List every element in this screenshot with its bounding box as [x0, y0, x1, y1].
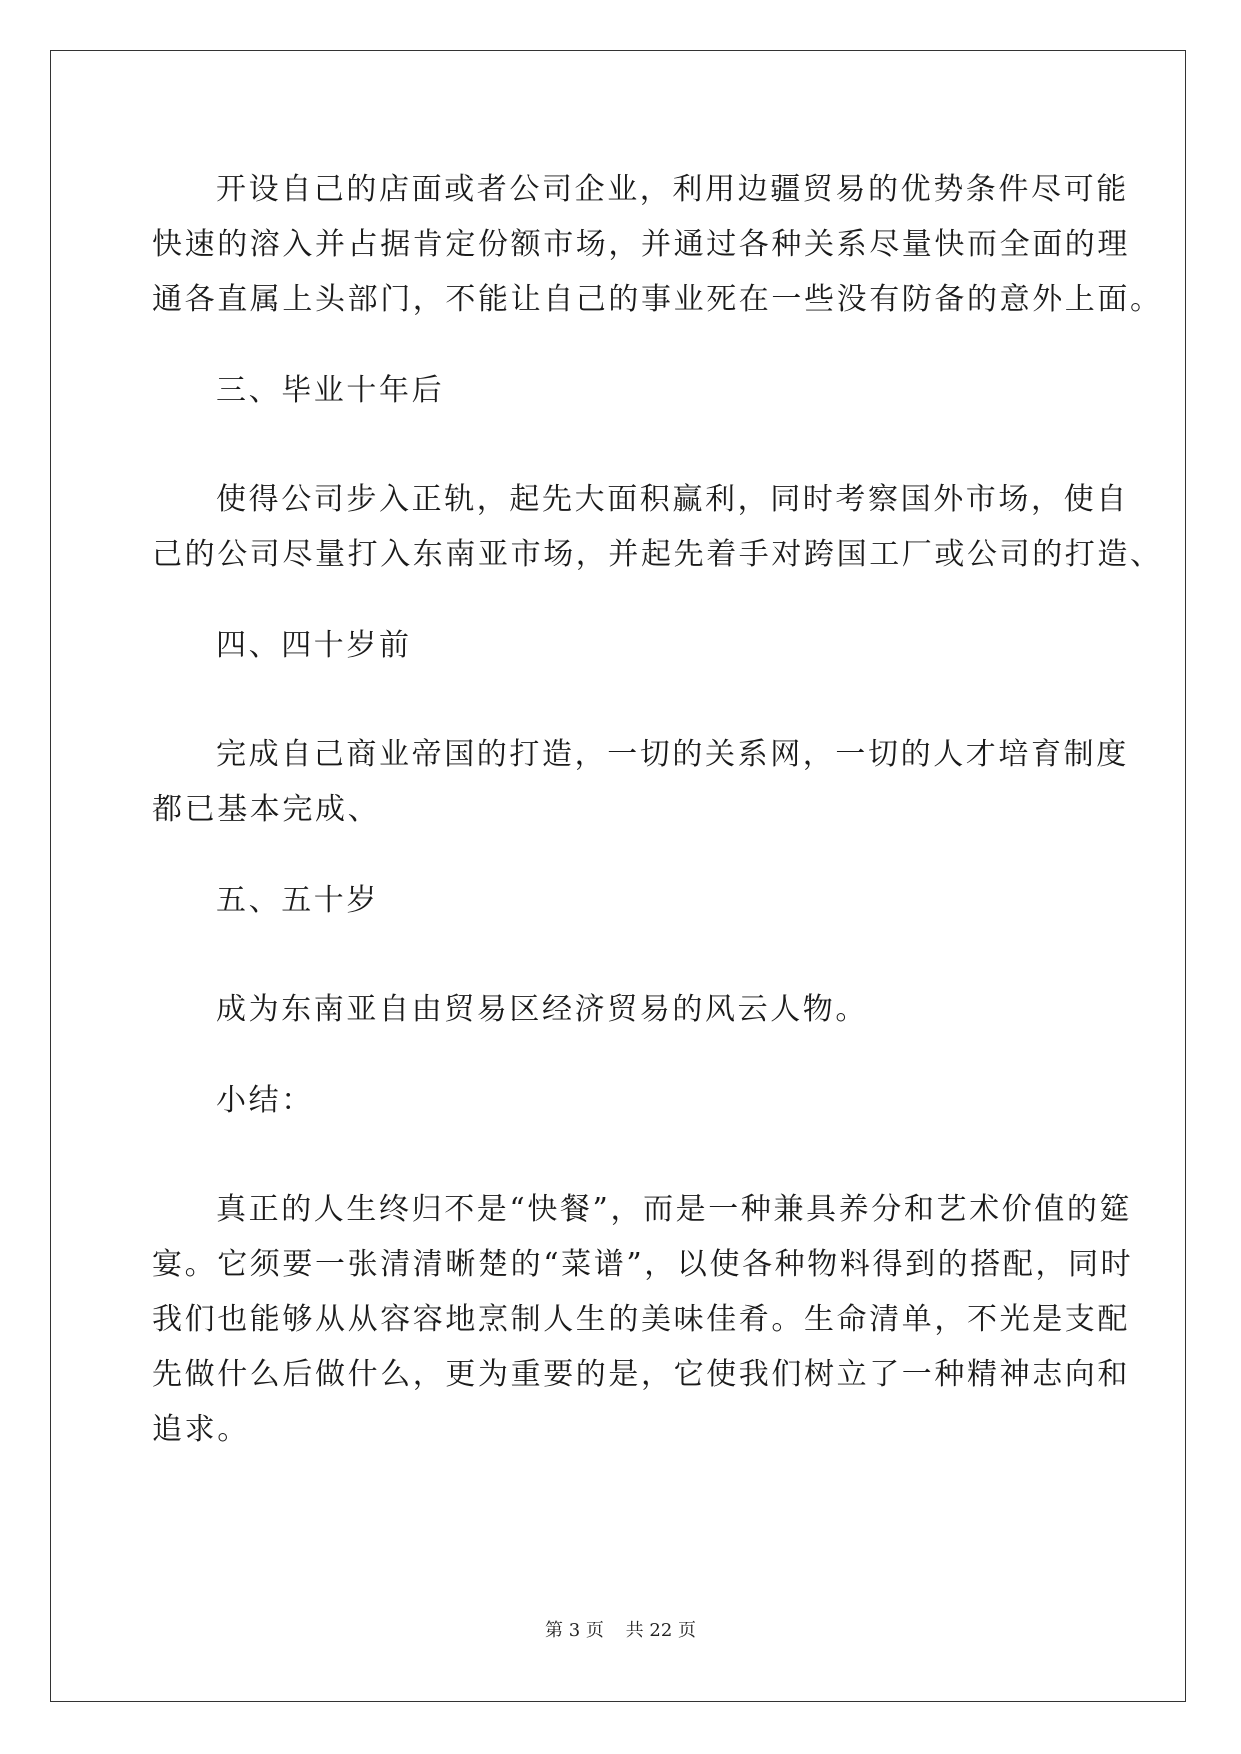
paragraph-line: 开设自己的店面或者公司企业，利用边疆贸易的优势条件尽可能 — [216, 172, 1129, 207]
total-pages: 共 22 页 — [625, 1620, 696, 1641]
section-heading: 五、五十岁 — [216, 883, 379, 918]
paragraph-line: 通各直属上头部门，不能让自己的事业死在一些没有防备的意外上面。 — [152, 282, 1163, 317]
section-heading: 三、毕业十年后 — [216, 373, 445, 408]
page-number: 第 3 页 — [545, 1620, 604, 1641]
paragraph-line: 成为东南亚自由贸易区经济贸易的风云人物。 — [216, 992, 868, 1027]
paragraph-line: 都已基本完成、 — [152, 792, 381, 827]
section-heading: 四、四十岁前 — [216, 628, 412, 663]
section-heading: 小结： — [216, 1083, 314, 1118]
paragraph-line: 使得公司步入正轨，起先大面积赢利，同时考察国外市场，使自 — [216, 482, 1129, 517]
paragraph-line: 先做什么后做什么，更为重要的是，它使我们树立了一种精神志向和 — [152, 1357, 1130, 1392]
paragraph-line: 追求。 — [152, 1412, 250, 1447]
paragraph-line: 完成自己商业帝国的打造，一切的关系网，一切的人才培育制度 — [216, 737, 1129, 772]
paragraph-line: 真正的人生终归不是“快餐”，而是一种兼具养分和艺术价值的筵 — [216, 1192, 1133, 1227]
paragraph-line: 己的公司尽量打入东南亚市场，并起先着手对跨国工厂或公司的打造、 — [152, 537, 1163, 572]
paragraph-line: 快速的溶入并占据肯定份额市场，并通过各种关系尽量快而全面的理 — [152, 227, 1130, 262]
page-footer — [0, 1619, 1241, 1643]
paragraph-line: 宴。它须要一张清清晰楚的“菜谱”，以使各种物料得到的搭配，同时 — [152, 1247, 1134, 1282]
paragraph-line: 我们也能够从从容容地烹制人生的美味佳肴。生命清单，不光是支配 — [152, 1302, 1130, 1337]
